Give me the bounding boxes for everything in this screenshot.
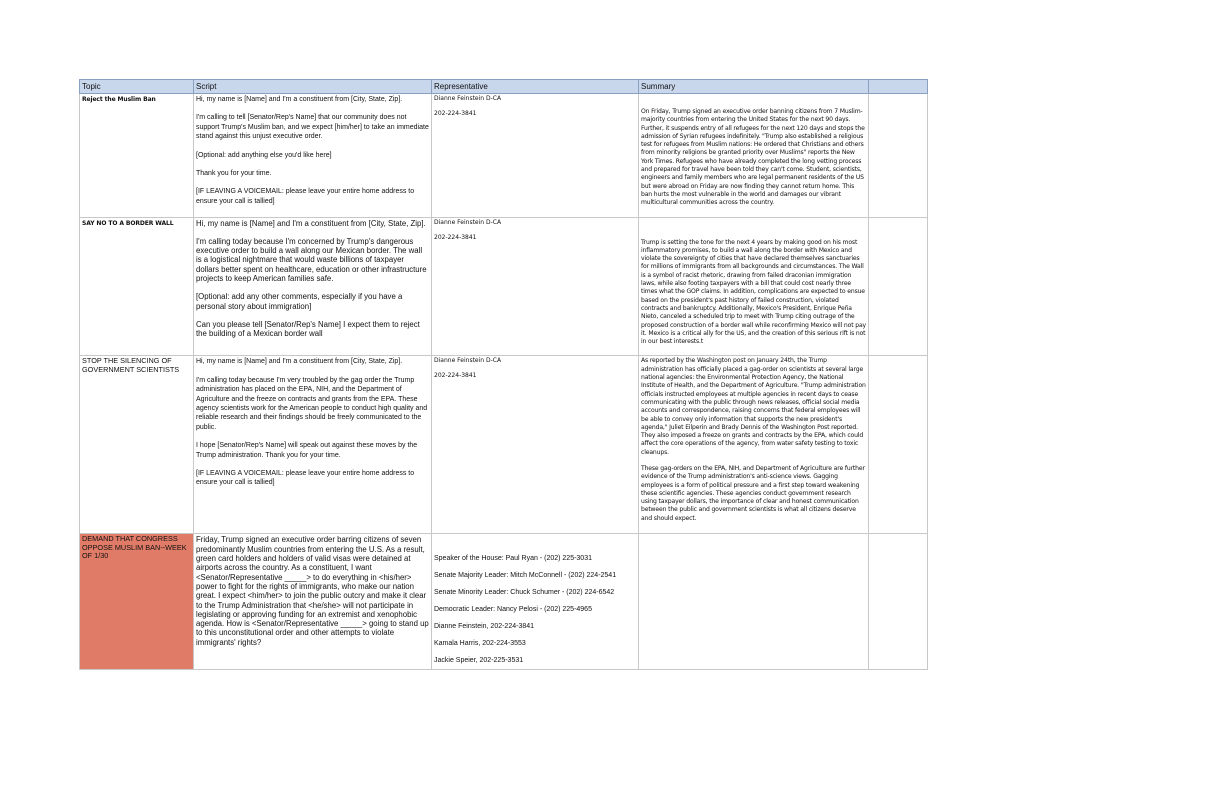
script-paragraph: Friday, Trump signed an executive order barring citizens of seven predominantly Muslim countries from entering the U.S. As a result, green card holders and holders of valid visas were detained at airports across the country. As a constituent, I want <Senator/Representative _____> to do everything in <his/her> power to fight for the rights of immigrants, who make our nation great. I expect <him/her> to join the public outcry and make it clear to the Trump Administration that <he/she> will not participate in legislating or approving funding for an extremist and xenophobic agenda. How is <Senator/Representative _____> going to stand up to this unconstitutional order and other attempts to violate immigrants' rights? — [196, 535, 431, 647]
script-paragraph: [Optional: add anything else you'd like here] — [196, 151, 332, 159]
script-paragraph: I'm calling today because I'm very troubled by the gag order the Trump administration has placed on the EPA, NIH, and the Department of Agriculture and the freeze on contracts and grants from the EPA. These agency scientists work for the American people to conduct high quality and reliable research and their findings should be freely communicated to the public. — [196, 376, 430, 431]
representative-line: Senate Majority Leader: Mitch McConnell - (202) 224-2541 — [434, 572, 617, 580]
representative-line: Dianne Feinstein D-CA — [434, 95, 502, 102]
script-paragraph: Hi, my name is [Name] and I'm a constituent from [City, State, Zip]. — [196, 96, 403, 103]
script-paragraph: [Optional: add any other comments, especially if you have a personal story about immigration] — [196, 292, 405, 311]
script-paragraph: [IF LEAVING A VOICEMAIL: please leave your entire home address to ensure your call is tallied] — [196, 188, 417, 205]
header-row — [80, 80, 928, 94]
summary-paragraph: As reported by the Washington post on January 24th, the Trump administration has officially placed a gag-order on scientists at several large national agencies: the Environmental Protection Agency, the National Institute of Health, and the Department of Agriculture. "Trump administration officials instructed employees at multiple agencies in recent days to cease communicating with the public through news releases, official social media accounts and correspondence, raising concerns that federal employees will be able to convey only information that supports the new president's agenda," Juliet Eilperin and Brady Dennis of the Washington Post reported. They also imposed a freeze on grants and contracts by the EPA, which could affect the core operations of the agency, from water safety testing to toxic cleanups. — [641, 357, 868, 456]
table-row — [80, 356, 928, 534]
table-row — [80, 534, 928, 670]
script-paragraph: Thank you for your time. — [196, 170, 272, 178]
header-script[interactable]: Script — [194, 80, 432, 94]
representative-cell[interactable] — [432, 356, 639, 534]
table-row — [80, 94, 928, 218]
summary-cell[interactable] — [639, 217, 869, 356]
representative-cell[interactable] — [432, 94, 639, 218]
script-paragraph: Hi, my name is [Name] and I'm a constituent from [City, State, Zip]. — [196, 218, 426, 228]
representative-line: Dianne Feinstein D-CA — [434, 357, 502, 365]
topic-cell-highlighted[interactable]: DEMAND THAT CONGRESS OPPOSE MUSLIM BAN--WEEK OF 1/30 — [80, 534, 194, 670]
spreadsheet-table — [79, 79, 928, 670]
representative-line: 202-224-3841 — [434, 233, 477, 241]
representative-line: Kamala Harris, 202-224-3553 — [434, 640, 526, 648]
script-paragraph: I hope [Senator/Rep's Name] will speak out against these moves by the Trump administration. Thank you for your time. — [196, 442, 420, 459]
script-paragraph: I'm calling to tell [Senator/Rep's Name] that our community does not support Trump's Muslim ban, and we expect [him/her] to take an immediate stand against this unjust executive order. — [196, 114, 431, 141]
representative-cell[interactable] — [432, 534, 639, 670]
summary-cell[interactable] — [639, 94, 869, 218]
summary-paragraph: These gag-orders on the EPA, NIH, and Department of Agriculture are further evidence of the Trump administration's anti-science views. Gagging employees is a form of political pressure and a first step toward weakening these scientific agencies. These agencies conduct government research using taxpayer dollars, the importance of clear and honest communication between the public and government scientists is what all citizens deserve and should expect. — [641, 464, 867, 522]
representative-line: Speaker of the House: Paul Ryan - (202) 225-3031 — [434, 555, 592, 563]
script-paragraph: I'm calling today because I'm concerned by Trump's dangerous executive order to build a wall along our Mexican border. The wall is a logistical nightmare that would waste billions of taxpayer dollars better spent on healthcare, education or other infrastructure projects to keep American families safe. — [196, 236, 429, 284]
topic-cell[interactable]: Reject the Muslim Ban — [80, 94, 194, 218]
summary-cell[interactable] — [639, 356, 869, 534]
summary-paragraph: Trump is setting the tone for the next 4 years by making good on his most inflammatory promises, to build a wall along the border with Mexico and violate the sovereignty of cities that have declared themselves sanctuaries for millions of immigrants from all backgrounds and circumstances. The Wall is a symbol of racist rhetoric, drawing from failed draconian immigration laws, while also footing taxpayers with a bill that could cost nearly three times what the GOP claims. In addition, complications are expected to ensue based on the president's past history of failed construction, violated contracts and bankruptcy. Additionally, Mexico's President, Enrique Peña Nieto, canceled a scheduled trip to meet with Trump citing outrage of the proposed construction of a border wall while reconfirming Mexico will not pay it. Mexico is a critical ally for the US, and the creation of this serious rift is not in our best interests.t — [641, 238, 868, 346]
header-representative[interactable]: Representative — [432, 80, 639, 94]
representative-line: Senate Minority Leader: Chuck Schumer - (202) 224-6542 — [434, 589, 615, 597]
empty-cell[interactable] — [869, 217, 928, 356]
empty-cell[interactable] — [869, 534, 928, 670]
representative-line: 202-224-3841 — [434, 372, 477, 380]
summary-paragraph: On Friday, Trump signed an executive order banning citizens from 7 Muslim-majority countries from entering the United States for the next 90 days. Further, it suspends entry of all refugees for the next 120 days and stops the admission of Syrian refugees indefinitely. "Trump also established a religious test for refugees from Muslim nations: He ordered that Christians and others from minority religions be granted priority over Muslims" reports the New York Times. Refugees who have already completed the long vetting process and prepared for travel have been told they can't come. Student, scientists, engineers and family members who are legal permanent residents of the US but were abroad on Friday are now finding they cannot return home. This ban hurts the most vulnerable in the world and damages our vibrant multicultural communities across the country. — [641, 108, 867, 207]
empty-cell[interactable] — [869, 94, 928, 218]
header-topic[interactable]: Topic — [80, 80, 194, 94]
script-paragraph: Can you please tell [Senator/Rep's Name] I expect them to reject the building of a Mexican border wall — [196, 319, 422, 339]
topic-cell[interactable]: SAY NO TO A BORDER WALL — [80, 217, 194, 356]
header-empty[interactable] — [869, 80, 928, 94]
representative-cell[interactable] — [432, 217, 639, 356]
script-cell[interactable] — [194, 356, 432, 534]
script-paragraph: [IF LEAVING A VOICEMAIL: please leave your entire home address to ensure your call is tallied] — [196, 470, 417, 487]
representative-line: Jackie Speier, 202-225-3531 — [434, 657, 524, 665]
representative-line: Dianne Feinstein, 202-224-3841 — [434, 623, 535, 631]
summary-cell[interactable] — [639, 534, 869, 670]
header-summary[interactable]: Summary — [639, 80, 869, 94]
table-row — [80, 217, 928, 356]
script-cell[interactable] — [194, 534, 432, 670]
script-cell[interactable] — [194, 217, 432, 356]
script-paragraph: Hi, my name is [Name] and I'm a constituent from [City, State, Zip]. — [196, 358, 403, 366]
topic-cell[interactable]: STOP THE SILENCING OF GOVERNMENT SCIENTISTS — [80, 356, 194, 534]
representative-line: Democratic Leader: Nancy Pelosi - (202) 225-4965 — [434, 606, 592, 614]
representative-line: 202-224-3841 — [434, 110, 477, 117]
representative-line: Dianne Feinstein D-CA — [434, 218, 502, 226]
script-cell[interactable] — [194, 94, 432, 218]
empty-cell[interactable] — [869, 356, 928, 534]
